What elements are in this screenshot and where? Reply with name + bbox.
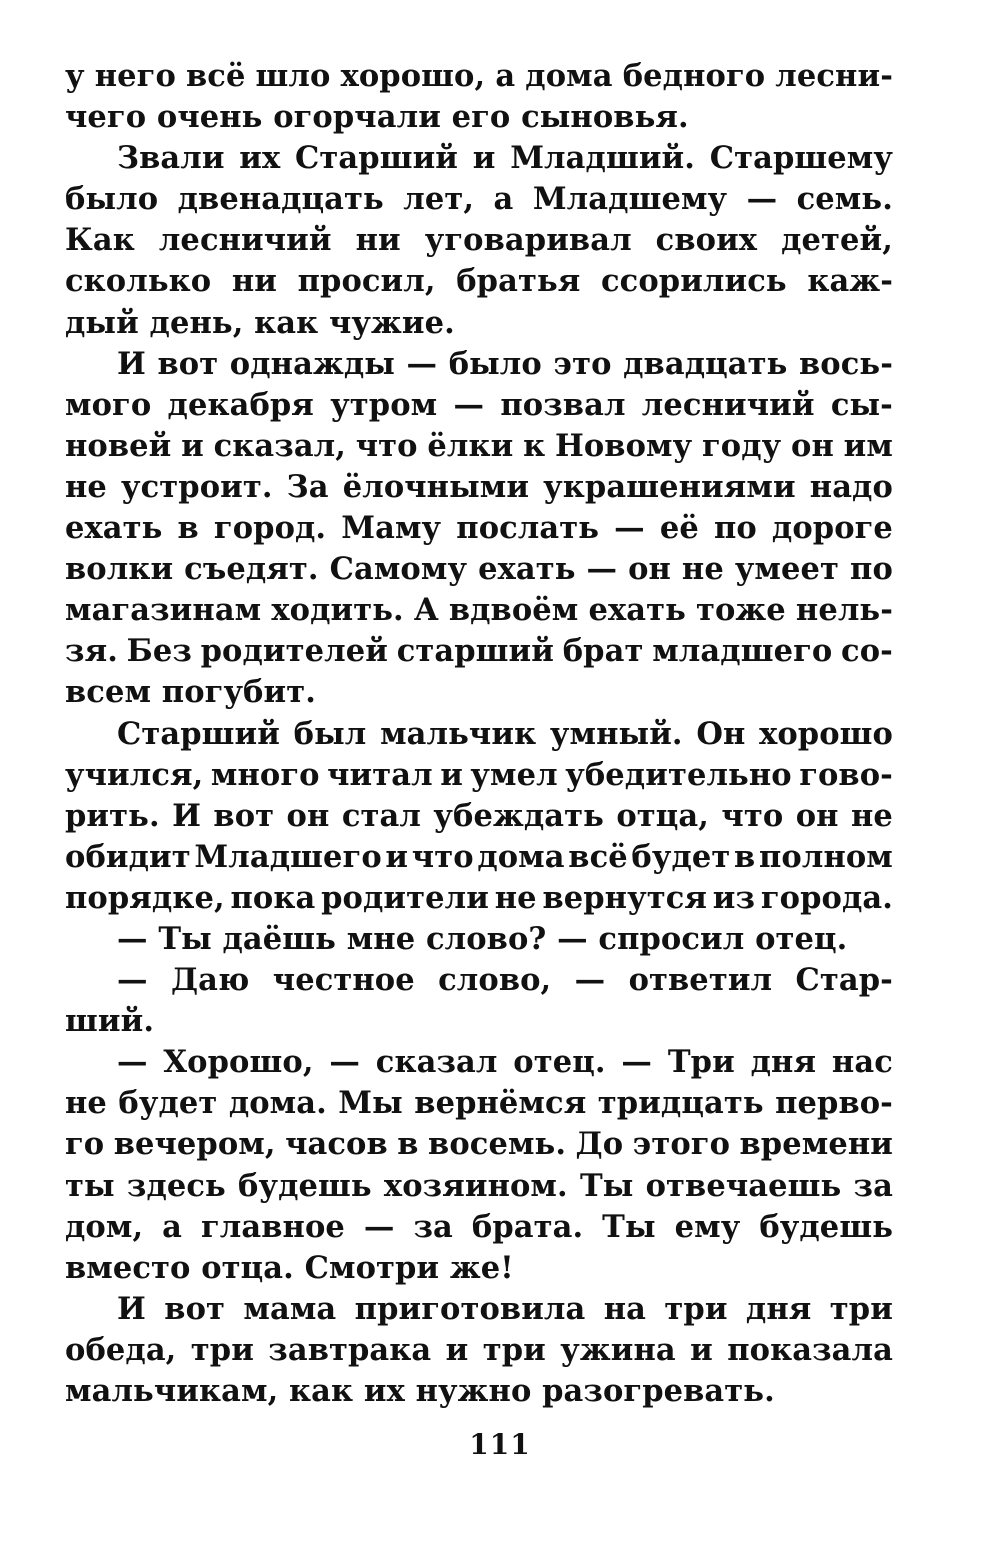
word: сказал, [213, 427, 347, 464]
word: приготовила [354, 1290, 586, 1327]
word: дня [750, 1044, 817, 1081]
word: в [177, 510, 199, 547]
text-line [65, 138, 893, 179]
word: мальчик [380, 715, 537, 752]
word: главное [201, 1208, 345, 1245]
word: всё [568, 838, 628, 875]
word: убеждать [433, 797, 604, 834]
word: умел [470, 756, 558, 793]
word: Младшему [532, 181, 728, 218]
word: что [721, 797, 784, 834]
word: со- [841, 633, 893, 670]
text-line [65, 508, 893, 549]
word: в [734, 838, 756, 875]
word: го [65, 1126, 105, 1163]
word: уговаривал [424, 222, 632, 259]
word: будешь [238, 1167, 372, 1204]
text-line [65, 1330, 893, 1371]
text-line [65, 1083, 893, 1124]
word: утром [330, 386, 438, 423]
word: лет, [403, 181, 475, 218]
word: декабря [167, 386, 314, 423]
word: Как [65, 222, 135, 259]
word: будешь [759, 1208, 893, 1245]
word: За [286, 468, 329, 505]
word: за [413, 1208, 453, 1245]
word: хорошо, [340, 58, 486, 94]
word: честное [272, 962, 415, 999]
word: И [117, 1290, 146, 1327]
word: ужина [560, 1331, 676, 1368]
word: часов [285, 1126, 388, 1163]
text-line: — Ты даёшь мне слово? — спросил отец. [117, 920, 848, 957]
word: не [850, 797, 893, 834]
word: волки [65, 551, 174, 588]
word: лесничий [641, 386, 815, 423]
word: времени [739, 1126, 893, 1163]
word: три [482, 1331, 546, 1368]
text-line [65, 960, 893, 1001]
word: обеда, [65, 1331, 177, 1368]
word: Новому [554, 427, 693, 464]
text-line [65, 631, 893, 672]
word: дома [525, 58, 613, 94]
word: дом, [65, 1208, 144, 1245]
text-line [65, 714, 893, 755]
word: за [853, 1167, 893, 1204]
word: тоже [695, 592, 786, 629]
word: вот [213, 797, 275, 834]
word: магазинам [65, 592, 262, 629]
word: умеет [734, 551, 840, 588]
word: Старший [295, 140, 459, 177]
text-line [65, 1042, 893, 1083]
word: — [746, 181, 778, 218]
text-line [65, 1166, 893, 1207]
word: надо [809, 468, 893, 505]
text-line [65, 385, 893, 426]
word: было [448, 345, 542, 382]
word: съедят. [184, 551, 319, 588]
text-line [65, 179, 893, 220]
text-line [65, 755, 893, 796]
word: будет [631, 838, 731, 875]
text-line: ший. [65, 1003, 155, 1040]
word: новей [65, 427, 172, 464]
word: дороге [771, 510, 893, 547]
word: хозяином. [383, 1167, 568, 1204]
word: много [210, 756, 320, 793]
word: а [493, 181, 514, 218]
word: Старшему [709, 140, 893, 177]
word: ни [355, 222, 401, 259]
word: им [843, 427, 893, 464]
word: всё [185, 58, 246, 94]
word: город. [213, 510, 327, 547]
word: что [355, 427, 418, 464]
word: вот [164, 1290, 226, 1327]
word: рить. [65, 797, 160, 834]
word: на [603, 1290, 647, 1327]
word: сказал [375, 1044, 498, 1081]
word: здесь [126, 1167, 226, 1204]
word: году [702, 427, 782, 464]
text-line [65, 1289, 893, 1330]
word: Младший. [510, 140, 695, 177]
word: по [713, 510, 757, 547]
word: гово- [799, 756, 893, 793]
word: позвал [500, 386, 626, 423]
word: вернёмся [414, 1085, 587, 1122]
word: ехать [478, 551, 576, 588]
word: ему [674, 1208, 741, 1245]
word: До [575, 1126, 624, 1163]
word: учился, [65, 756, 204, 793]
word: А [413, 592, 439, 629]
page-number: 111 [469, 1428, 531, 1461]
word: нель- [795, 592, 893, 629]
word: лесничий [158, 222, 332, 259]
word: Даю [170, 962, 250, 999]
word: — [586, 551, 618, 588]
word: в [397, 1126, 419, 1163]
word: не [681, 551, 724, 588]
word: Мы [338, 1085, 403, 1122]
word: показала [727, 1331, 893, 1368]
word: читал [327, 756, 433, 793]
word: — [117, 1044, 148, 1081]
word: И [172, 797, 201, 834]
word: просил, [297, 263, 436, 300]
word: и [385, 838, 409, 875]
word: и [181, 427, 204, 464]
text-line [65, 878, 893, 919]
word: а [495, 58, 516, 94]
word: — [453, 386, 485, 423]
text-line [65, 426, 893, 467]
word: нас [831, 1044, 893, 1081]
text-line [65, 590, 893, 631]
word: это [553, 345, 612, 382]
text-line: всем погубит. [65, 674, 316, 711]
word: и [440, 756, 463, 793]
word: лесни- [775, 58, 893, 94]
word: вернутся [542, 879, 708, 916]
word: зя. [65, 633, 118, 670]
word: полном [758, 838, 893, 875]
word: слово, [438, 962, 552, 999]
word: ёлки [427, 427, 514, 464]
word: вечером, [113, 1126, 276, 1163]
word: ехать [588, 592, 686, 629]
word: двадцать [623, 345, 788, 382]
word: тридцать [597, 1085, 764, 1122]
word: родителей [200, 633, 388, 670]
word: братья [456, 263, 581, 300]
text-line [65, 220, 893, 261]
word: их [239, 140, 281, 177]
word: перво- [775, 1085, 893, 1122]
word: не [65, 468, 107, 505]
word: Три [667, 1044, 735, 1081]
word: устроит. [121, 468, 273, 505]
word: три [664, 1290, 728, 1327]
word: бедного [622, 58, 766, 94]
word: её [659, 510, 699, 547]
word: — [329, 1044, 360, 1081]
word: ссорились [601, 263, 787, 300]
word: ёлочными [342, 468, 530, 505]
word: Младшего [194, 838, 382, 875]
word: родители [321, 879, 489, 916]
word: — [363, 1208, 395, 1245]
word: из [712, 879, 756, 916]
word: дома [477, 838, 565, 875]
word: дома. [228, 1085, 327, 1122]
text-line [65, 344, 893, 385]
word: к [523, 427, 546, 464]
word: этого [632, 1126, 731, 1163]
word: умный. [549, 715, 683, 752]
word: ни [231, 263, 277, 300]
text-line: дый день, как чужие. [65, 304, 455, 341]
word: него [94, 58, 176, 94]
word: и [472, 140, 496, 177]
word: убедительно [565, 756, 792, 793]
word: Без [126, 633, 192, 670]
word: ходить. [271, 592, 404, 629]
word: он [795, 797, 839, 834]
text-line [65, 467, 893, 508]
word: пока [230, 879, 316, 916]
word: а [162, 1208, 183, 1245]
word: города. [760, 879, 893, 916]
word: украшениями [543, 468, 796, 505]
word: Стар- [795, 962, 893, 999]
word: брата. [471, 1208, 584, 1245]
word: хорошо [759, 715, 893, 752]
word: отец. [513, 1044, 606, 1081]
word: двенадцать [177, 181, 384, 218]
word: младшего [652, 633, 833, 670]
word: отца, [616, 797, 709, 834]
text-line [65, 796, 893, 837]
word: стал [341, 797, 421, 834]
word: не [65, 1085, 107, 1122]
text-line: чего очень огорчали его сыновья. [65, 99, 689, 136]
word: у [65, 58, 85, 94]
word: Он [696, 715, 746, 752]
word: отвечаешь [645, 1167, 842, 1204]
text-line [65, 837, 893, 878]
text-line [65, 549, 893, 590]
word: Маму [341, 510, 442, 547]
word: три [190, 1331, 254, 1368]
word: он [628, 551, 671, 588]
word: ответил [628, 962, 773, 999]
word: Старший [117, 715, 280, 752]
word: будет [118, 1085, 218, 1122]
word: старший [396, 633, 554, 670]
word: каж- [807, 263, 893, 300]
word: и [690, 1331, 713, 1368]
word: обидит [65, 838, 191, 875]
text-line [65, 1124, 893, 1165]
word: брат [562, 633, 644, 670]
word: ехать [65, 510, 163, 547]
word: не [494, 879, 537, 916]
word: детей, [781, 222, 893, 259]
word: сы- [830, 386, 893, 423]
word: шло [255, 58, 331, 94]
word: он [286, 797, 330, 834]
word: вот [157, 345, 219, 382]
text-line [65, 1207, 893, 1248]
word: однажды [229, 345, 395, 382]
word: было [65, 181, 159, 218]
word: — [574, 962, 606, 999]
word: что [411, 838, 474, 875]
text-line [65, 56, 893, 97]
word: три [829, 1290, 893, 1327]
word: И [117, 345, 146, 382]
word: ты [65, 1167, 115, 1204]
word: Звали [117, 140, 225, 177]
word: Ты [602, 1208, 656, 1245]
text-line: мальчикам, как их нужно разогревать. [65, 1373, 775, 1409]
word: — [117, 962, 148, 999]
word: по [850, 551, 893, 588]
text-line [65, 261, 893, 302]
word: завтрака [268, 1331, 432, 1368]
body-text [65, 56, 893, 1412]
word: сколько [65, 263, 212, 300]
word: восемь. [428, 1126, 567, 1163]
word: вдвоём [448, 592, 579, 629]
word: послать [456, 510, 600, 547]
word: порядке, [65, 879, 225, 916]
word: Ты [579, 1167, 634, 1204]
word: и [445, 1331, 469, 1368]
word: дня [745, 1290, 812, 1327]
word: он [791, 427, 834, 464]
text-line: вместо отца. Смотри же! [65, 1249, 514, 1286]
word: своих [655, 222, 758, 259]
word: семь. [796, 181, 893, 218]
word: мого [65, 386, 152, 423]
word: — [406, 345, 438, 382]
word: был [293, 715, 367, 752]
word: мама [243, 1290, 337, 1327]
word: Хорошо, [163, 1044, 314, 1081]
word: — [621, 1044, 653, 1081]
word: — [614, 510, 645, 547]
word: вось- [798, 345, 893, 382]
word: Самому [329, 551, 468, 588]
